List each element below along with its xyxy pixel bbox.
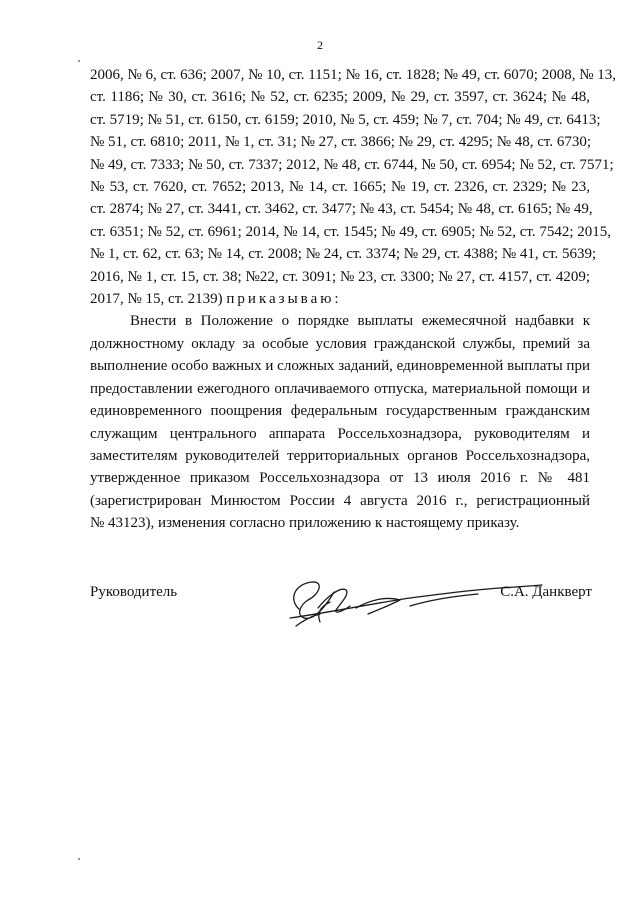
paragraph-line: утвержденное приказом Россельхознадзора от 13 июля 2016 г. № 481	[90, 470, 590, 487]
paragraph-line: служащим центрального аппарата Россельхознадзора, руководителям и	[90, 425, 590, 442]
paragraph-line: № 43123), изменения согласно приложению к настоящему приказу.	[90, 515, 520, 532]
document-body	[90, 64, 617, 535]
citation-line: 2016, № 1, ст. 15, ст. 38; №22, ст. 3091; № 23, ст. 3300; № 27, ст. 4157, ст. 4209;	[90, 268, 590, 285]
paragraph-line: предоставлении ежегодного оплачиваемого отпуска, материальной помощи и	[90, 380, 590, 397]
order-word: приказываю:	[226, 291, 342, 308]
page-number: 2	[317, 38, 323, 52]
scan-mark	[78, 60, 80, 62]
citation-line	[90, 288, 590, 310]
citation-line: ст. 5719; № 51, ст. 6150, ст. 6159; 2010, № 5, ст. 459; № 7, ст. 704; № 49, ст. 6413;	[90, 111, 601, 128]
citation-line: ст. 1186; № 30, ст. 3616; № 52, ст. 6235; 2009, № 29, ст. 3597, ст. 3624; № 48,	[90, 89, 590, 106]
paragraph-line: должностному окладу за особые условия гражданской службы, премий за	[90, 335, 590, 352]
citation-line: ст. 6351; № 52, ст. 6961; 2014, № 14, ст. 1545; № 49, ст. 6905; № 52, ст. 7542; 2015,	[90, 223, 612, 240]
paragraph-line: выполнение особо важных и сложных заданий, единовременной выплаты при	[90, 358, 590, 375]
citation-paragraph	[90, 64, 617, 310]
citation-line: ст. 2874; № 27, ст. 3441, ст. 3462, ст. 3477; № 43, ст. 5454; № 48, ст. 6165; № 49,	[90, 201, 593, 218]
citation-line: № 1, ст. 62, ст. 63; № 14, ст. 2008; № 24, ст. 3374; № 29, ст. 4388; № 41, ст. 5639;	[90, 246, 597, 263]
paragraph-line: Внести в Положение о порядке выплаты ежемесячной надбавки к	[130, 313, 590, 330]
paragraph-line: единовременного поощрения федеральным государственным гражданским	[90, 403, 590, 420]
citation-line: № 51, ст. 6810; 2011, № 1, ст. 31; № 27, ст. 3866; № 29, ст. 4295; № 48, ст. 6730;	[90, 134, 592, 151]
scan-mark	[78, 858, 80, 860]
citation-line: 2006, № 6, ст. 636; 2007, № 10, ст. 1151; № 16, ст. 1828; № 49, ст. 6070; 2008, № 13,	[90, 67, 617, 83]
main-paragraph	[90, 310, 590, 534]
signatory-name: С.А. Данкверт	[500, 584, 592, 600]
paragraph-line: (зарегистрирован Минюстом России 4 августа 2016 г., регистрационный	[90, 492, 590, 509]
citation-end: 2017, № 15, ст. 2139)	[90, 291, 223, 308]
signature-block	[90, 570, 592, 630]
citation-line: № 53, ст. 7620, ст. 7652; 2013, № 14, ст. 1665; № 19, ст. 2326, ст. 2329; № 23,	[90, 179, 590, 196]
paragraph-line: заместителям руководителей территориальных органов Россельхознадзора,	[90, 447, 590, 464]
citation-line: № 49, ст. 7333; № 50, ст. 7337; 2012, № 48, ст. 6744, № 50, ст. 6954; № 52, ст. 7571;	[90, 156, 614, 173]
signatory-role: Руководитель	[90, 584, 178, 600]
